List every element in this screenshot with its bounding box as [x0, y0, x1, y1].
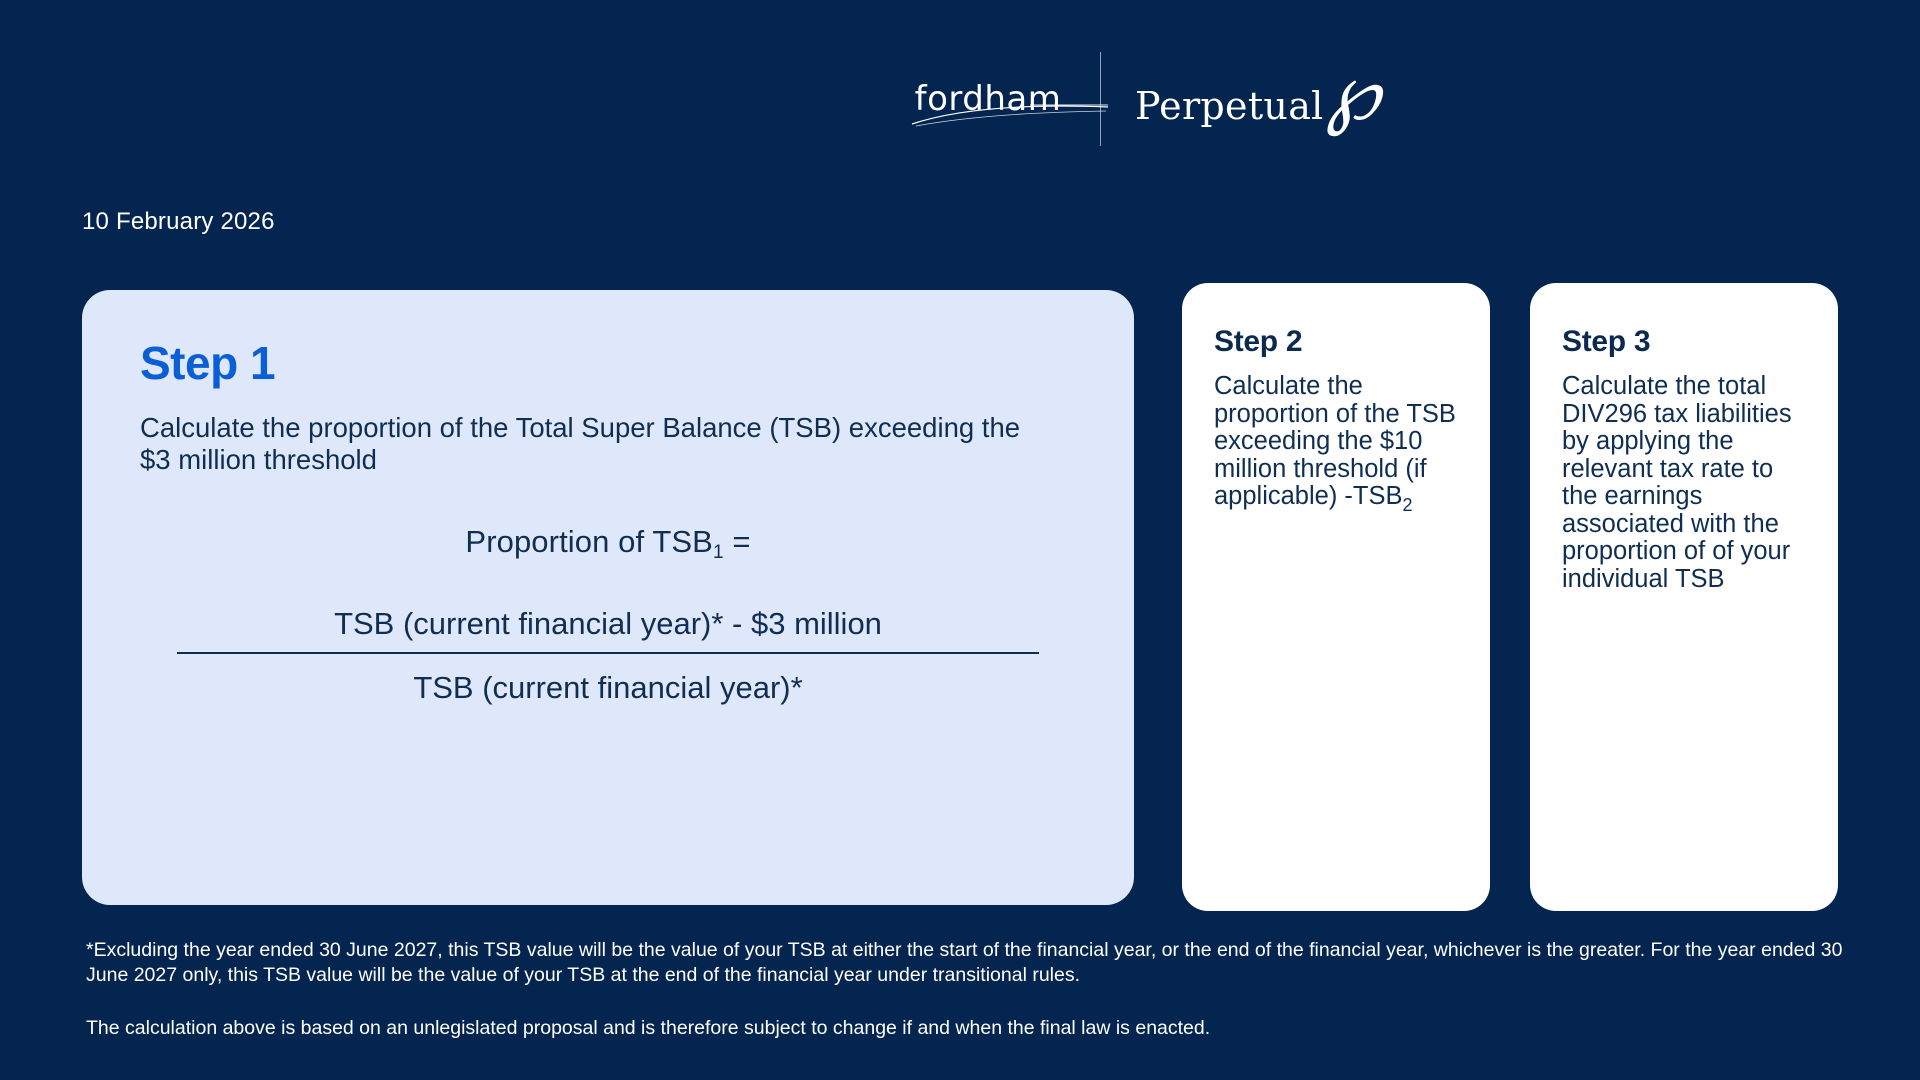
fordham-logo: [910, 64, 1066, 134]
step-2-card: [1182, 283, 1490, 911]
step-1-card: [82, 290, 1134, 905]
step-3-title: Step 3: [1562, 325, 1651, 358]
perpetual-monogram-icon: ℘: [1325, 48, 1380, 138]
formula-label-subscript: 1: [712, 542, 724, 564]
step-1-description: Calculate the proportion of the Total Super Balance (TSB) exceeding the $3 million threshold: [140, 412, 1021, 476]
step-3-body: Calculate the total DIV296 tax liabilities by applying the relevant tax rate to the earnings associated with the proportion of of your individual TSB: [1562, 372, 1792, 593]
formula-fraction: [169, 606, 1047, 706]
formula-denominator: TSB (current financial year)*: [413, 670, 803, 706]
formula-numerator: TSB (current financial year)* - $3 million: [334, 606, 882, 642]
step-2-body: [1214, 372, 1458, 516]
step-2-body-subscript: 2: [1402, 495, 1413, 516]
formula-label-text: Proportion of TSB: [465, 524, 713, 560]
slide-date: 10 February 2026: [82, 208, 275, 235]
footnote-tsb-definition: *Excluding the year ended 30 June 2027, this TSB value will be the value of your TSB at either the start of the financial year, or the end of the financial year, whichever is the greater. For the year ended 30 June 2027 only, this TSB value will be the value of your TSB at the end of the financial year under transitional rules.: [86, 939, 1843, 986]
brand-logo-lockup: [910, 44, 1380, 154]
step-1-title: Step 1: [140, 337, 276, 389]
perpetual-logo-text: Perpetual: [1135, 84, 1324, 128]
step-1-formula: [140, 524, 1076, 706]
perpetual-logo: [1135, 48, 1380, 138]
fordham-logo-text: fordham: [914, 79, 1062, 119]
footnote-legislation-disclaimer: The calculation above is based on an unlegislated proposal and is therefore subject to change if and when the final law is enacted.: [86, 1016, 1211, 1039]
formula-label: [140, 524, 1076, 564]
step-2-title: Step 2: [1214, 325, 1303, 358]
formula-equals: =: [723, 524, 751, 560]
step-3-card: [1530, 283, 1838, 911]
footnotes: [86, 938, 1846, 1041]
fordham-swoosh-icon: [910, 102, 1110, 128]
step-2-body-text: Calculate the proportion of the TSB exceeding the $10 million threshold (if applicable) -TSB: [1214, 372, 1456, 511]
logo-divider: [1100, 52, 1101, 146]
